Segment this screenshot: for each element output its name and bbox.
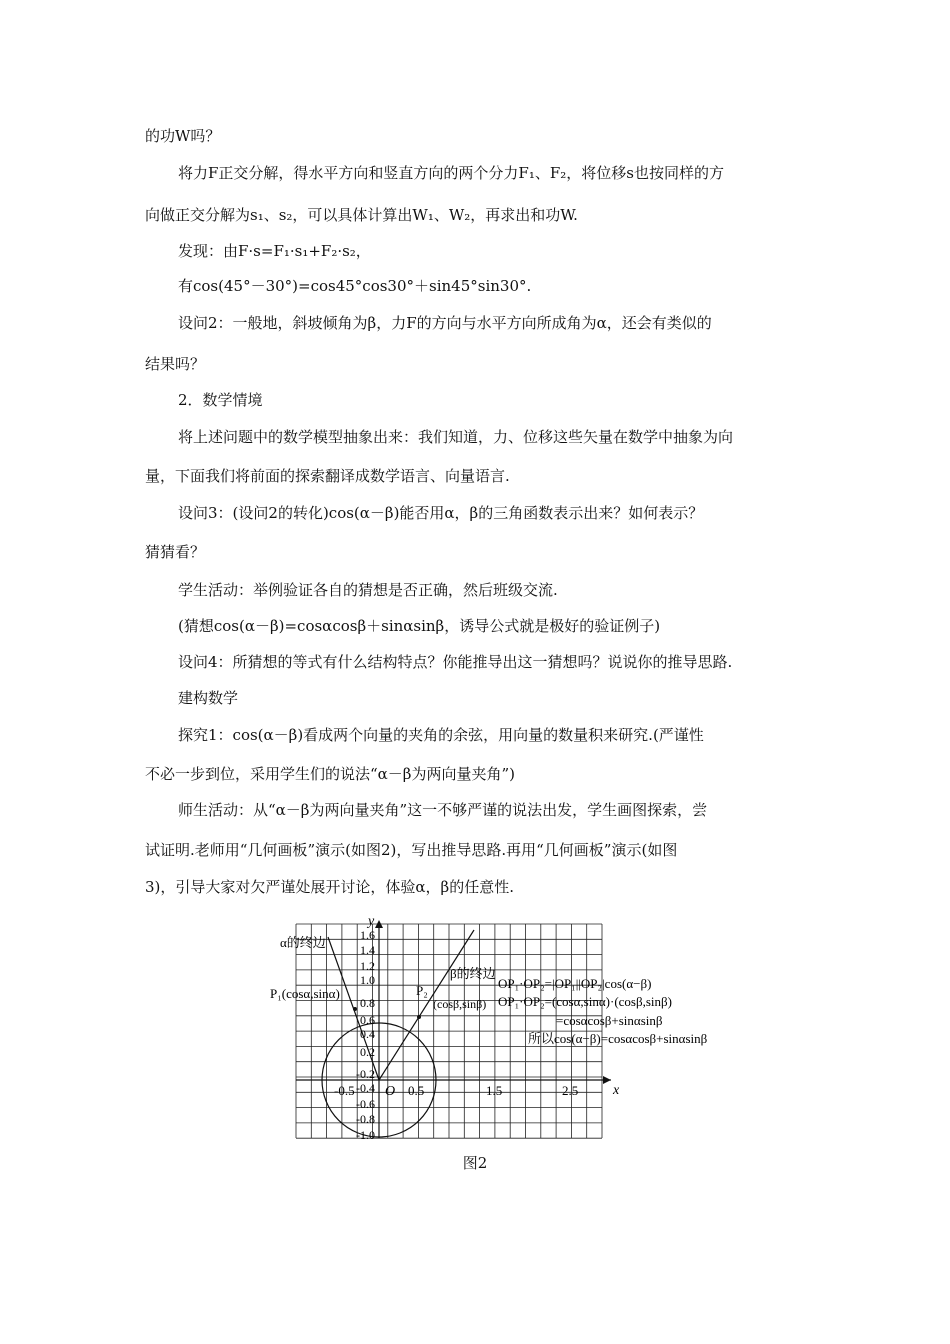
paragraph-line: 量，下面我们将前面的探索翻译成数学语言、向量语言. [145,467,510,485]
paragraph-line: 向做正交分解为s₁、s₂，可以具体计算出W₁、W₂，再求出和功W. [145,206,578,224]
paragraph-line: 发现：由F·s=F₁·s₁+F₂·s₂， [178,242,371,260]
figure-caption: 图2 [462,1154,488,1172]
unit-circle-diagram [266,912,746,1144]
p2-coordinates: (cosβ,sinβ) [433,997,487,1011]
y-tick-label: -0.8 [356,1112,375,1126]
paragraph-line: 师生活动：从“α－β为两向量夹角”这一不够严谨的说法出发，学生画图探索，尝 [178,801,708,819]
beta-side-label: β的终边 [450,966,496,981]
y-tick-label: 0.8 [360,996,375,1010]
paragraph-line: 学生活动：举例验证各自的猜想是否正确，然后班级交流. [178,581,558,599]
section-heading: 建构数学 [178,689,239,707]
y-tick-label: -0.4 [356,1081,375,1095]
y-tick-label: -0.2 [356,1067,375,1081]
paragraph-line: 3)，引导大家对欠严谨处展开讨论，体验α，β的任意性. [145,878,514,896]
y-tick-label: 1.6 [360,928,375,942]
paragraph-line: 有cos(45°－30°)=cos45°cos30°＋sin45°sin30°. [178,277,532,295]
x-axis-arrow [603,1076,611,1084]
section-heading: 2．数学情境 [178,391,263,409]
paragraph-line: 试证明.老师用“几何画板”演示(如图2)，写出推导思路.再用“几何画板”演示(如图 [145,841,678,859]
paragraph-line: 将上述问题中的数学模型抽象出来：我们知道，力、位移这些矢量在数学中抽象为向 [178,428,734,446]
figure-2 [266,912,746,1148]
x-tick-label: 2.5 [562,1083,579,1098]
formula-line-1: OP₁·OP₂=|OP₁||OP₂|cos(α−β) [498,976,652,991]
y-tick-label: 0.2 [360,1045,375,1059]
paragraph-line: 探究1：cos(α－β)看成两个向量的夹角的余弦，用向量的数量积来研究.(严谨性 [178,726,704,744]
x-tick-label: -0.5 [334,1083,355,1098]
paragraph-line: 结果吗？ [145,355,206,373]
formula-line-3: =cosαcosβ+sinαsinβ [556,1013,663,1028]
formula-line-4: 所以cos(α−β)=cosαcosβ+sinαsinβ [528,1031,708,1046]
paragraph-line: 不必一步到位，采用学生们的说法“α－β为两向量夹角”) [145,765,515,783]
alpha-side-label: α的终边 [280,935,326,950]
y-tick-label: -1.0 [356,1128,375,1142]
y-tick-label: 1.4 [360,943,375,957]
paragraph-line: 设问4：所猜想的等式有什么结构特点？你能推导出这一猜想吗？说说你的推导思路. [178,653,733,671]
p2-label: P₂ [416,983,428,998]
paragraph-line: 设问2：一般地，斜坡倾角为β，力F的方向与水平方向所成角为α，还会有类似的 [178,314,712,332]
paragraph-line: 猜猜看？ [145,543,206,561]
x-axis-label: x [613,1083,620,1098]
x-tick-label: 1.5 [486,1083,503,1098]
y-tick-label: -0.6 [356,1097,375,1111]
origin-label: O [385,1084,396,1099]
y-tick-label: 1.2 [360,959,375,973]
p1-label: P₁(cosα,sinα) [270,986,340,1001]
point-p1 [353,1007,357,1011]
point-p2 [417,1015,421,1019]
paragraph-line: (猜想cos(α－β)=cosαcosβ＋sinαsinβ，诱导公式就是极好的验证例子) [178,617,661,635]
paragraph-line: 将力F正交分解，得水平方向和竖直方向的两个分力F₁、F₂，将位移s也按同样的方 [178,164,724,182]
y-axis-label: y [368,914,375,929]
y-tick-label: 0.4 [360,1027,375,1041]
paragraph-line: 设问3：(设问2的转化)cos(α－β)能否用α，β的三角函数表示出来？如何表示？ [178,504,704,522]
formula-line-2: OP₁·OP₂=(cosα,sinα)·(cosβ,sinβ) [498,994,672,1009]
y-tick-label: 1.0 [360,973,375,987]
y-tick-label: 0.6 [360,1013,375,1027]
paragraph-line: 的功W吗？ [145,127,221,145]
x-tick-label: 0.5 [408,1083,425,1098]
